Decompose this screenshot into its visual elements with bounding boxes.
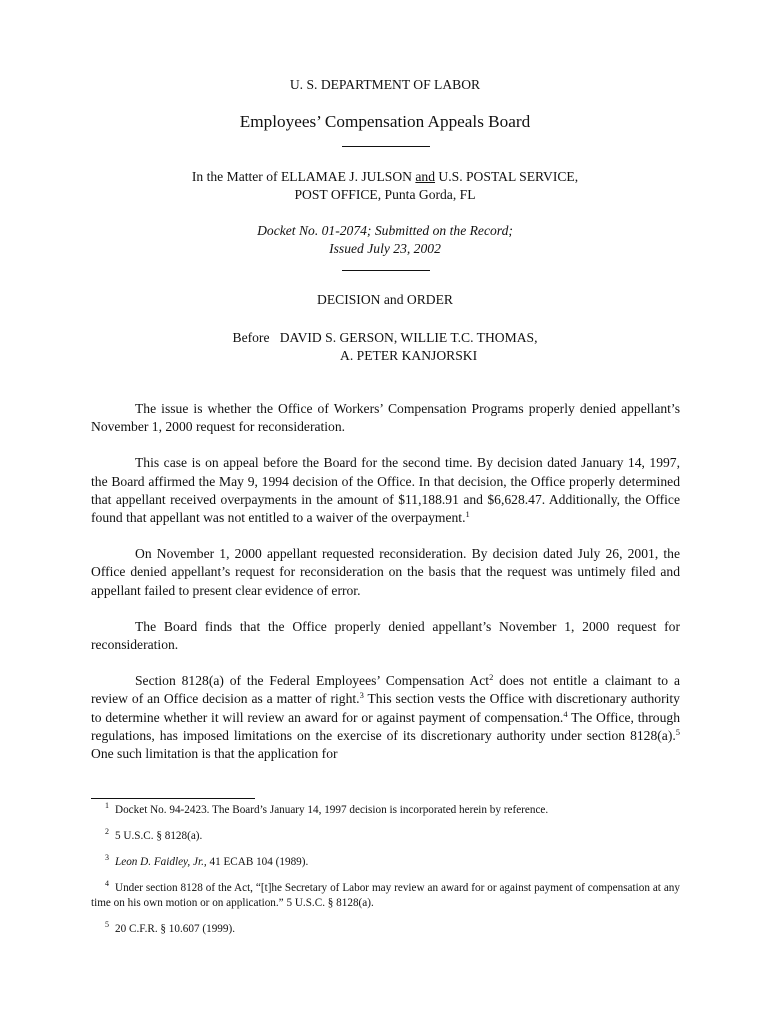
case-citation: Leon D. Faidley, Jr., <box>115 856 207 868</box>
footnote-text: Under section 8128 of the Act, “[t]he Secretary of Labor may review an award for or against payment of compensation at any time on his own motion or on application.” 5 U.S.C. § 8128(a). <box>91 882 680 909</box>
paragraph-text: The Office, through regulations, has imposed limitations on the exercise of its discretionary authority under section 8128(a). <box>91 709 680 743</box>
footnote-number: 4 <box>105 879 109 888</box>
footnote-separator <box>91 798 255 799</box>
panel-members <box>0 329 770 365</box>
footnotes <box>91 803 680 948</box>
footnote-ref[interactable]: 3 <box>359 690 364 701</box>
paragraph-reconsideration: On November 1, 2000 appellant requested reconsideration. By decision dated July 26, 2001, the Office denied appellant’s request for reconsideration on the basis that the request was untimely filed and appellant failed to present clear evidence of error. <box>91 546 680 598</box>
department-heading: U. S. DEPARTMENT OF LABOR <box>289 77 481 92</box>
footnote-text: Docket No. 94-2423. The Board’s January 14, 1997 decision is incorporated herein by reference. <box>115 804 549 816</box>
footnote <box>91 829 680 844</box>
separator-rule <box>342 270 430 271</box>
footnote-number: 1 <box>105 801 109 810</box>
footnote-ref[interactable]: 2 <box>489 672 494 683</box>
footnote-ref[interactable]: 5 <box>675 726 680 737</box>
docket-line2: Issued July 23, 2002 <box>329 240 441 256</box>
paragraph-law <box>91 672 680 763</box>
paragraph-text: This section vests the Office with discretionary authority to determine whether it will review an award for or against payment of compensation. <box>91 691 680 725</box>
panel-line1: DAVID S. GERSON, WILLIE T.C. THOMAS, <box>279 330 538 345</box>
footnote-ref[interactable]: 4 <box>563 708 568 719</box>
paragraph-text: One such limitation is that the application for <box>91 746 338 762</box>
decision-title: DECISION and ORDER <box>317 292 453 307</box>
caption-part: U.S. POSTAL SERVICE, <box>435 169 579 184</box>
docket-info <box>0 222 770 258</box>
footnote-number: 5 <box>105 920 109 929</box>
decision-body <box>91 400 680 763</box>
caption-line2: POST OFFICE, Punta Gorda, FL <box>294 186 476 202</box>
footnote-ref[interactable]: 1 <box>465 509 470 520</box>
paragraph-text: does not entitle a claimant to a review of an Office decision as a matter of right. <box>91 673 680 707</box>
caption-and: and <box>415 169 436 184</box>
footnote-text: 20 C.F.R. § 10.607 (1999). <box>115 923 235 935</box>
caption-part: In the Matter of ELLAMAE J. JULSON <box>191 169 416 184</box>
docket-line1: Docket No. 01-2074; Submitted on the Record; <box>257 223 513 238</box>
footnote <box>91 855 680 870</box>
footnote-text: 41 ECAB 104 (1989). <box>206 856 309 868</box>
board-title: Employees’ Compensation Appeals Board <box>239 112 531 131</box>
before-label: Before <box>232 330 280 345</box>
footnote <box>91 803 680 818</box>
footnote <box>91 881 680 911</box>
footnote <box>91 922 680 937</box>
paragraph-issue: The issue is whether the Office of Workers’ Compensation Programs properly denied appellant’s November 1, 2000 request for reconsideration. <box>91 401 680 435</box>
case-caption <box>0 168 770 204</box>
footnote-number: 3 <box>105 853 109 862</box>
paragraph-history <box>91 454 680 527</box>
footnote-text: 5 U.S.C. § 8128(a). <box>115 830 203 842</box>
footnote-number: 2 <box>105 827 109 836</box>
paragraph-text: Section 8128(a) of the Federal Employees’ Compensation Act <box>135 673 490 689</box>
panel-names <box>280 329 538 365</box>
panel-line2: A. PETER KANJORSKI <box>340 347 478 363</box>
paragraph-finding: The Board finds that the Office properly denied appellant’s November 1, 2000 request for reconsideration. <box>91 618 680 653</box>
separator-rule <box>342 146 430 147</box>
paragraph-text: This case is on appeal before the Board for the second time. By decision dated January 14, 1997, the Board affirmed the May 9, 1994 decision of the Office. In that decision, the Office properly determined that appellant received overpayments in the amount of $11,188.91 and $6,628.47. Additionally, the Office found that appellant was not entitled to a waiver of the overpayment. <box>91 455 680 526</box>
